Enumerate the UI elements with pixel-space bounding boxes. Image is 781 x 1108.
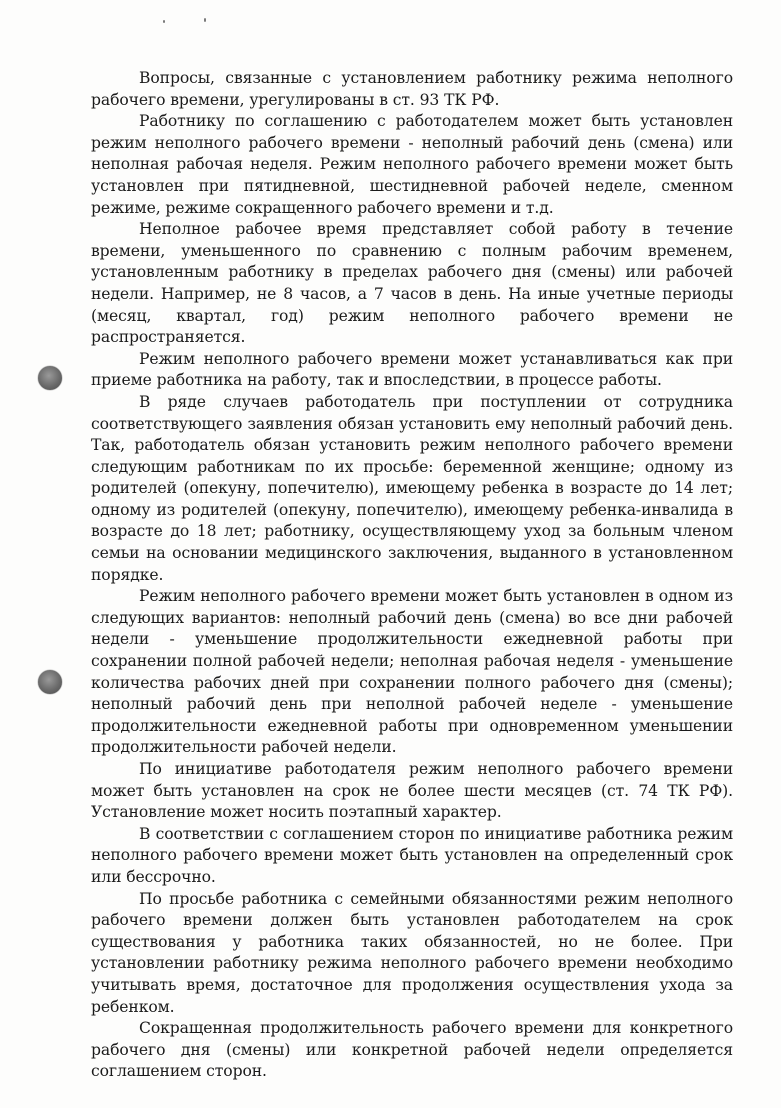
paragraph: В ряде случаев работодатель при поступлении от сотрудника соответствующего заявления обязан установить ему неполный рабочий день. Так, работодатель обязан установить режим неполного рабочего времени следующим работникам по их просьбе: беременной женщине; одному из родителей (опекуну, попечителю), имеющему ребенка в возрасте до 14 лет; одному из родителей (опекуну, попечителю), имеющему ребенка-инвалида в возрасте до 18 лет; работнику, осуществляющему уход за больным членом семьи на основании медицинского заключения, выданного в установленном порядке. <box>91 392 733 584</box>
paragraph: Режим неполного рабочего времени может устанавливаться как при приеме работника на работу, так и впоследствии, в процессе работы. <box>91 349 733 390</box>
paragraph: По просьбе работника с семейными обязанностями режим неполного рабочего времени должен быть установлен работодателем на срок существования у работника таких обязанностей, но не более. При установлении работнику режима неполного рабочего времени необходимо учитывать время, достаточное для продолжения осуществления ухода за ребенком. <box>91 889 733 1016</box>
punch-hole <box>38 670 62 694</box>
scan-speck <box>163 20 165 23</box>
paragraph: Режим неполного рабочего времени может быть установлен в одном из следующих вариантов: неполный рабочий день (смена) во все дни рабочей недели - уменьшение продолжительности ежедневной работы при сохранении полной рабочей недели; неполная рабочая неделя - уменьшение количества рабочих дней при сохранении полного рабочего дня (смены); неполный рабочий день при неполной рабочей неделе - уменьшение продолжительности ежедневной работы при одновременном уменьшении продолжительности рабочей недели. <box>91 587 733 757</box>
paragraph: Сокращенная продолжительность рабочего времени для конкретного рабочего дня (смены) или конкретной рабочей недели определяется соглашением сторон. <box>91 1019 733 1081</box>
document-body <box>91 68 733 1083</box>
paragraph: Неполное рабочее время представляет собой работу в течение времени, уменьшенного по сравнению с полным рабочим временем, установленным работнику в пределах рабочего дня (смены) или рабочей недели. Например, не 8 часов, а 7 часов в день. На иные учетные периоды (месяц, квартал, год) режим неполного рабочего времени не распространяется. <box>91 220 733 347</box>
paragraph: Работнику по соглашению с работодателем может быть установлен режим неполного рабочего времени - неполный рабочий день (смена) или неполная рабочая неделя. Режим неполного рабочего времени может быть установлен при пятидневной, шестидневной рабочей неделе, сменном режиме, режиме сокращенного рабочего времени и т.д. <box>91 112 733 217</box>
paragraph: В соответствии с соглашением сторон по инициативе работника режим неполного рабочего времени может быть установлен на определенный срок или бессрочно. <box>91 824 733 886</box>
scan-speck <box>204 18 206 22</box>
paragraph: По инициативе работодателя режим неполного рабочего времени может быть установлен на срок не более шести месяцев (ст. 74 ТК РФ). Установление может носить поэтапный характер. <box>91 760 733 822</box>
punch-hole <box>38 366 62 390</box>
paragraph: Вопросы, связанные с установлением работнику режима неполного рабочего времени, урегулированы в ст. 93 ТК РФ. <box>91 69 733 109</box>
